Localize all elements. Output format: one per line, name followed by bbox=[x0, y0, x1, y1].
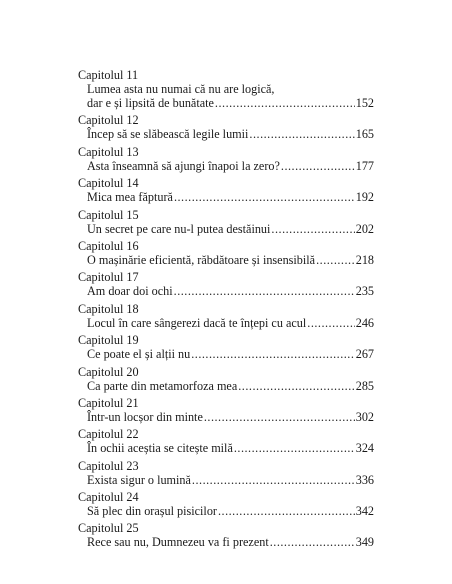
dot-leader bbox=[174, 190, 355, 204]
toc-entry bbox=[78, 208, 374, 239]
toc-entry bbox=[78, 113, 374, 144]
page-number: 246 bbox=[355, 315, 374, 330]
chapter-title-row bbox=[78, 222, 374, 236]
chapter-title: Ca parte din metamorfoza mea bbox=[87, 378, 238, 393]
chapter-label: Capitolul 21 bbox=[78, 395, 139, 410]
chapter-title: Am doar doi ochi bbox=[87, 284, 173, 299]
toc-entry bbox=[78, 490, 374, 521]
chapter-title-row bbox=[78, 96, 374, 110]
toc-entry bbox=[78, 365, 374, 396]
page-number: 165 bbox=[355, 127, 374, 142]
chapter-title-row bbox=[78, 504, 374, 518]
chapter-title-row bbox=[78, 441, 374, 455]
chapter-title: Să plec din orașul pisicilor bbox=[87, 504, 217, 519]
toc-entry bbox=[78, 427, 374, 458]
page-number: 267 bbox=[355, 347, 374, 362]
page-number: 302 bbox=[355, 409, 374, 424]
dot-leader bbox=[234, 441, 355, 455]
chapter-label: Capitolul 25 bbox=[78, 521, 139, 536]
chapter-label: Capitolul 22 bbox=[78, 427, 139, 442]
page-number: 342 bbox=[355, 504, 374, 519]
dot-leader bbox=[215, 96, 355, 110]
chapter-title: În ochii aceștia se citește milă bbox=[87, 441, 233, 456]
page-number: 152 bbox=[355, 96, 374, 110]
toc-entry bbox=[78, 176, 374, 207]
chapter-title-row bbox=[78, 535, 374, 549]
chapter-label: Capitolul 14 bbox=[78, 176, 139, 191]
chapter-title-row bbox=[78, 316, 374, 330]
chapter-title-row bbox=[78, 159, 374, 173]
dot-leader bbox=[270, 535, 355, 549]
page-number: 285 bbox=[355, 378, 374, 393]
chapter-title-row bbox=[78, 127, 374, 141]
toc-entry bbox=[78, 521, 374, 552]
toc-entry bbox=[78, 239, 374, 270]
toc-entry bbox=[78, 270, 374, 301]
chapter-title-row bbox=[78, 190, 374, 204]
dot-leader bbox=[191, 347, 354, 361]
chapter-label: Capitolul 13 bbox=[78, 144, 139, 159]
toc-entry bbox=[78, 459, 374, 490]
chapter-title: Încep să se slăbească legile lumii bbox=[87, 127, 249, 142]
chapter-label: Capitolul 18 bbox=[78, 301, 139, 316]
chapter-title: Asta înseamnă să ajungi înapoi la zero? bbox=[87, 158, 280, 173]
chapter-title-row bbox=[78, 473, 374, 487]
dot-leader bbox=[316, 253, 355, 267]
chapter-title-row bbox=[78, 379, 374, 393]
page-number: 218 bbox=[355, 252, 374, 267]
dot-leader bbox=[307, 316, 354, 330]
dot-leader bbox=[249, 127, 354, 141]
dot-leader bbox=[218, 504, 355, 518]
chapter-title: Exista sigur o lumină bbox=[87, 472, 191, 487]
page-number: 177 bbox=[355, 158, 374, 173]
page-number: 192 bbox=[355, 190, 374, 205]
page-number: 235 bbox=[355, 284, 374, 299]
chapter-title: Un secret pe care nu-l putea destăinui bbox=[87, 221, 271, 236]
chapter-label: Capitolul 24 bbox=[78, 490, 139, 505]
chapter-title: Rece sau nu, Dumnezeu va fi prezent bbox=[87, 535, 269, 550]
toc-entry bbox=[78, 302, 374, 333]
chapter-label: Capitolul 15 bbox=[78, 207, 139, 222]
page-number: 336 bbox=[355, 472, 374, 487]
chapter-title-line: Lumea asta nu numai că nu are logică, bbox=[87, 82, 275, 96]
chapter-title: Ce poate el și alții nu bbox=[87, 347, 191, 362]
chapter-title-row bbox=[78, 410, 374, 424]
chapter-label: Capitolul 19 bbox=[78, 333, 139, 348]
dot-leader bbox=[281, 159, 355, 173]
chapter-title: Într-un locșor din minte bbox=[87, 409, 203, 424]
dot-leader bbox=[204, 410, 355, 424]
page-number: 202 bbox=[355, 221, 374, 236]
toc-entry bbox=[78, 396, 374, 427]
toc-entry bbox=[78, 145, 374, 176]
chapter-title-row bbox=[78, 347, 374, 361]
chapter-title: Locul în care sângerezi dacă te înțepi cu acul bbox=[87, 315, 307, 330]
page-number: 349 bbox=[355, 535, 374, 550]
chapter-label: Capitolul 20 bbox=[78, 364, 139, 379]
chapter-title: Mica mea făptură bbox=[87, 190, 173, 205]
dot-leader bbox=[174, 284, 355, 298]
toc-entry bbox=[78, 68, 374, 113]
chapter-label: Capitolul 12 bbox=[78, 113, 139, 128]
dot-leader bbox=[271, 222, 354, 236]
chapter-label: Capitolul 16 bbox=[78, 238, 139, 253]
table-of-contents bbox=[78, 68, 374, 553]
dot-leader bbox=[238, 379, 354, 393]
chapter-title: dar e și lipsită de bunătate bbox=[87, 96, 214, 110]
chapter-label: Capitolul 23 bbox=[78, 458, 139, 473]
chapter-title-row bbox=[78, 284, 374, 298]
chapter-title-row bbox=[78, 253, 374, 267]
chapter-label: Capitolul 17 bbox=[78, 270, 139, 285]
toc-entry bbox=[78, 333, 374, 364]
chapter-label: Capitolul 11 bbox=[78, 68, 139, 82]
chapter-title: O mașinărie eficientă, răbdătoare și insensibilă bbox=[87, 252, 316, 267]
dot-leader bbox=[192, 473, 355, 487]
page-number: 324 bbox=[355, 441, 374, 456]
